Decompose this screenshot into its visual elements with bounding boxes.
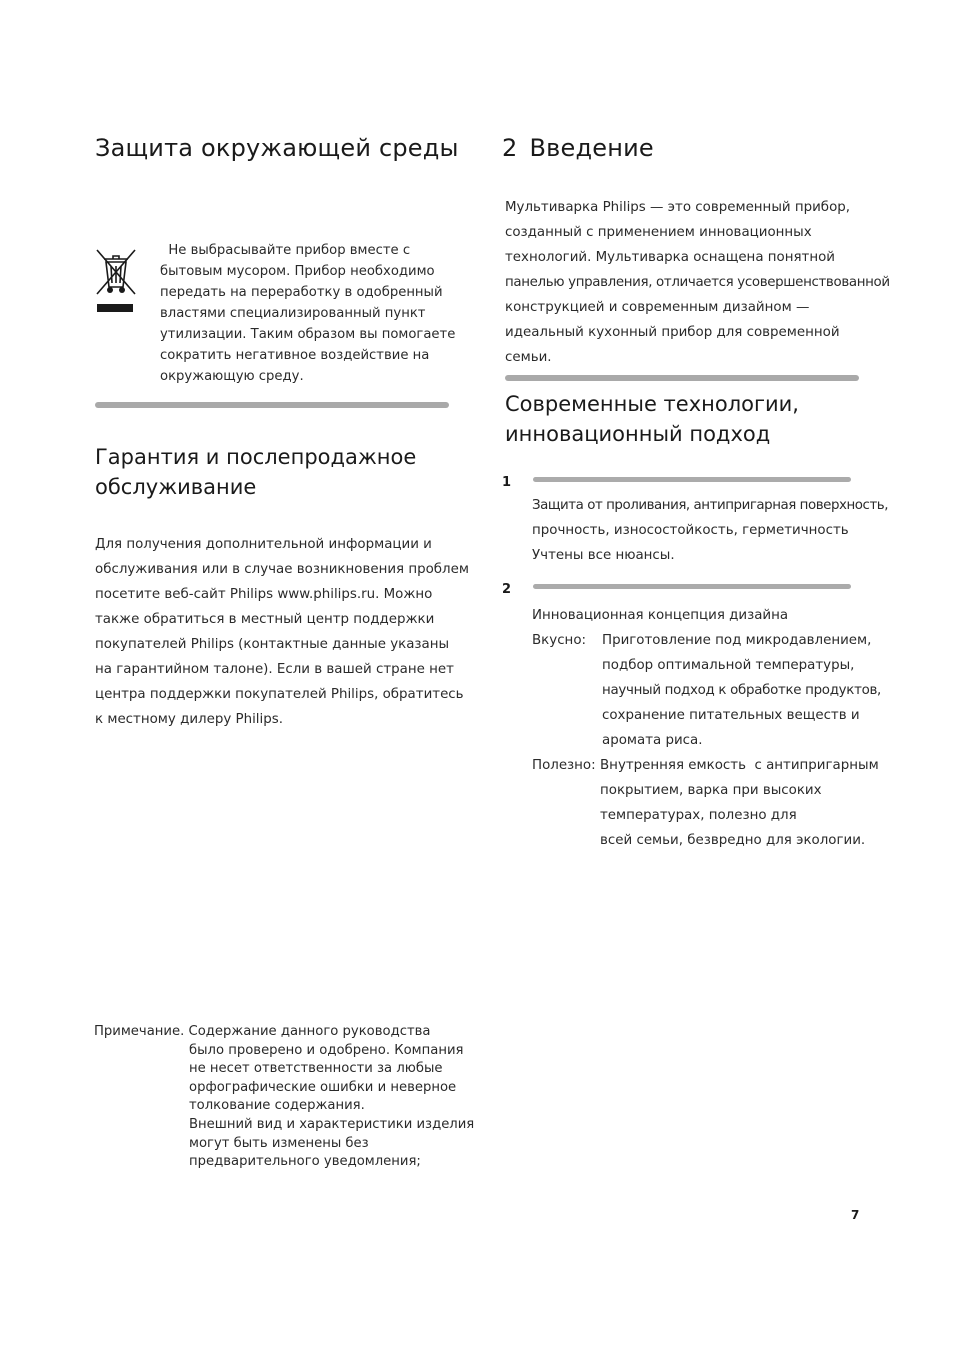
text-line: к местному дилеру Philips. — [95, 712, 283, 727]
text-line: созданный с применением инновационных — [505, 225, 812, 240]
useful-label: Полезно: — [532, 758, 596, 773]
environment-text — [160, 240, 460, 387]
section-number: 2 — [502, 134, 518, 162]
definition-line: Приготовление под микродавлением, — [602, 633, 872, 648]
text-line: передать на переработку в одобренный — [160, 285, 443, 300]
environment-title: Защита окружающей среды — [95, 134, 459, 162]
text-line: Не выбрасывайте прибор вместе с — [160, 243, 411, 258]
definition-line: сохранение питательных веществ и — [602, 708, 860, 723]
item-number: 1 — [502, 475, 512, 490]
definition-line: температурах, полезно для — [600, 808, 797, 823]
text-line: покупателей Philips (контактные данные указаны — [95, 637, 450, 652]
text-line: центра поддержки покупателей Philips, обратитесь — [95, 687, 464, 702]
warranty-title-line: Гарантия и послепродажное — [95, 445, 417, 469]
definition-line: Внутренняя емкость с антипригарным — [600, 758, 879, 773]
definition-line: подбор оптимальной температуры, — [602, 658, 855, 673]
text-line: Для получения дополнительной информации и — [95, 537, 432, 552]
warranty-title-line: обслуживание — [95, 475, 257, 499]
introduction-title: Введение — [529, 134, 654, 162]
text-line: технологий. Мультиварка оснащена понятной — [505, 250, 835, 265]
item-divider — [533, 477, 851, 482]
note-line: Внешний вид и характеристики изделия — [189, 1116, 475, 1132]
design-heading: Инновационная концепция дизайна — [532, 608, 789, 623]
text-line: сократить негативное воздействие на — [160, 348, 430, 363]
note-line: толкование содержания. — [189, 1098, 365, 1114]
warranty-title — [95, 442, 416, 502]
technology-title-line: Современные технологии, — [505, 392, 799, 416]
definition-line: аромата риса. — [602, 733, 703, 748]
text-line: окружающую среду. — [160, 369, 304, 384]
text-line: семьи. — [505, 350, 552, 365]
text-line: Защита от проливания, антипригарная поверхность, — [532, 498, 889, 513]
warranty-text — [95, 532, 469, 732]
crossed-out-wheelie-bin-icon — [95, 246, 137, 316]
note-line: предварительного уведомления; — [189, 1154, 421, 1170]
note-line: могут быть изменены без — [189, 1135, 369, 1151]
section-divider — [95, 402, 449, 408]
introduction-heading — [502, 134, 654, 162]
note-line: было проверено и одобрено. Компания — [189, 1042, 464, 1058]
text-line: прочность, износостойкость, герметичность — [532, 523, 849, 538]
text-line: Учтены все нюансы. — [532, 548, 675, 563]
disclaimer-note — [94, 1023, 474, 1172]
text-line: на гарантийном талоне). Если в вашей стране нет — [95, 662, 454, 677]
definition-line: всей семьи, безвредно для экологии. — [600, 833, 866, 848]
text-line: бытовым мусором. Прибор необходимо — [160, 264, 435, 279]
technology-title — [505, 389, 799, 449]
text-line: посетите веб-сайт Philips www.philips.ru. Можно — [95, 587, 433, 602]
note-label: Примечание. — [94, 1024, 185, 1039]
text-line: утилизации. Таким образом вы помогаете — [160, 327, 456, 342]
item1-text — [532, 493, 892, 568]
note-line: не несет ответственности за любые — [189, 1061, 443, 1077]
text-line: властями специализированный пункт — [160, 306, 426, 321]
text-line: Мультиварка Philips — это современный прибор, — [505, 200, 851, 215]
text-line: также обратиться в местный центр поддержки — [95, 612, 435, 627]
note-line: орфографические ошибки и неверное — [189, 1079, 457, 1095]
text-line: панелью управления, отличается усовершенствованной — [505, 275, 890, 290]
text-line: идеальный кухонный прибор для современной — [505, 325, 840, 340]
definition-line: научный подход к обработке продуктов, — [602, 683, 882, 698]
tasty-label: Вкусно: — [532, 633, 587, 648]
item2-text — [532, 603, 892, 853]
item-divider — [533, 584, 851, 589]
technology-title-line: инновационный подход — [505, 422, 771, 446]
section-divider — [505, 375, 859, 381]
definition-line: покрытием, варка при высоких — [600, 783, 822, 798]
introduction-text — [505, 195, 895, 370]
page-number: 7 — [851, 1208, 860, 1222]
text-line: обслуживания или в случае возникновения проблем — [95, 562, 469, 577]
item-number: 2 — [502, 582, 512, 597]
note-first-line: Содержание данного руководства — [188, 1024, 431, 1039]
text-line: конструкцией и современным дизайном — — [505, 300, 810, 315]
